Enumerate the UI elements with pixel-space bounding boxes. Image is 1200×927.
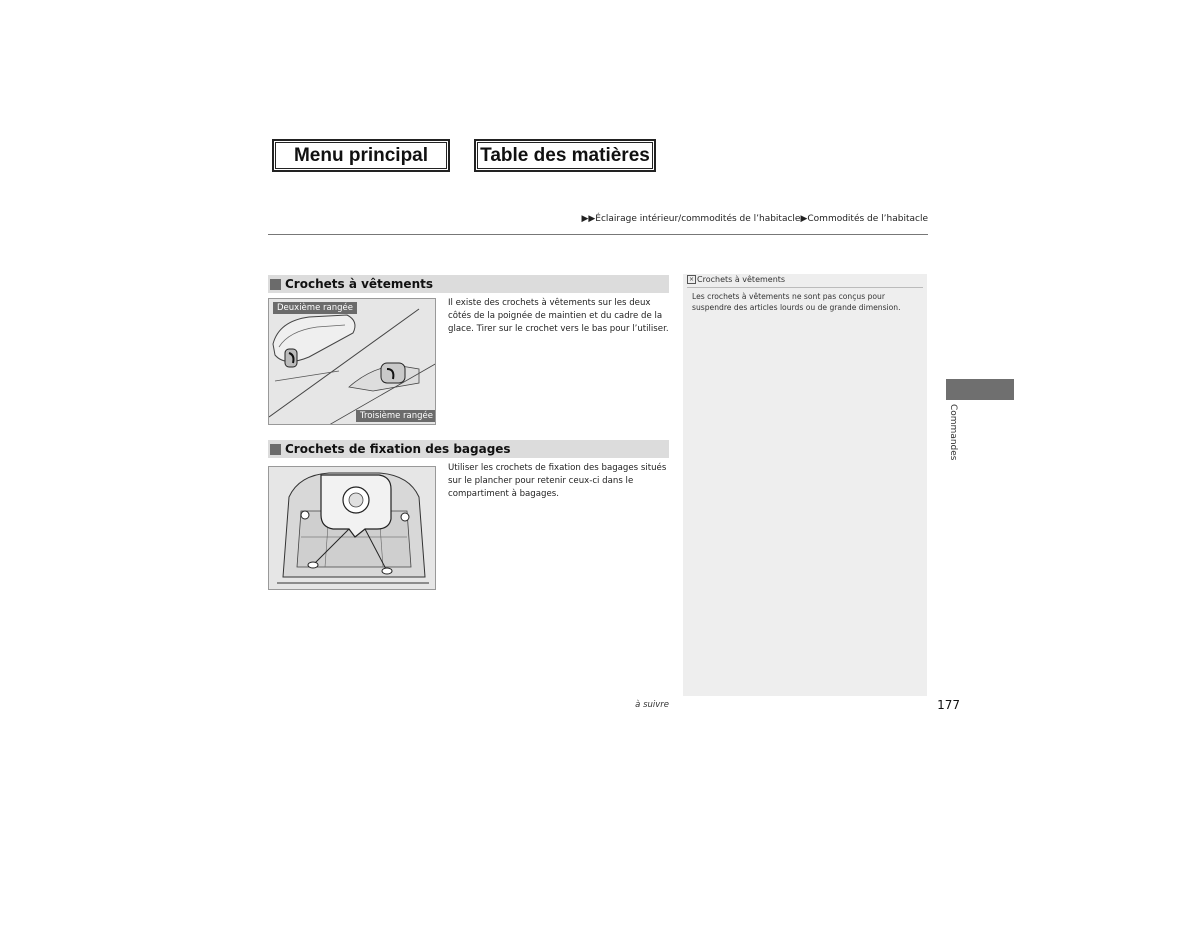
- table-of-contents-button[interactable]: Table des matières: [474, 139, 656, 172]
- section-marker-icon: [270, 444, 281, 455]
- chapter-tab-label: Commandes: [948, 404, 958, 461]
- header-divider: [268, 234, 928, 235]
- sidebar-note: [683, 274, 927, 696]
- label-second-row: Deuxième rangée: [273, 302, 357, 314]
- sidebar-note-divider: [687, 287, 923, 288]
- sidebar-note-text: Les crochets à vêtements ne sont pas conçus pour suspendre des articles lourds ou de grande dimension.: [692, 292, 901, 312]
- cargo-hooks-text: Utiliser les crochets de fixation des bagages situés sur le plancher pour retenir ceux-ci dans le compartiment à bagages.: [448, 463, 667, 499]
- section-title: Crochets à vêtements: [285, 277, 433, 291]
- breadcrumb-arrow-icon: ▶: [800, 214, 808, 224]
- breadcrumb: [560, 214, 928, 224]
- sidebar-note-header: [687, 275, 785, 284]
- section-marker-icon: [270, 279, 281, 290]
- continued-label: à suivre: [635, 700, 669, 710]
- main-menu-button[interactable]: Menu principal: [272, 139, 450, 172]
- cargo-hooks-drawing: [269, 467, 436, 590]
- section-header-clothes-hooks: [268, 275, 669, 293]
- cargo-hooks-illustration: [268, 466, 436, 590]
- section-title: Crochets de fixation des bagages: [285, 442, 511, 456]
- clothes-hooks-drawing: [269, 299, 436, 425]
- breadcrumb-arrow-icon: ▶▶: [581, 214, 596, 224]
- breadcrumb-part-2[interactable]: Commodités de l’habitacle: [807, 214, 928, 224]
- sidebar-note-title: Crochets à vêtements: [697, 275, 786, 284]
- breadcrumb-part-1[interactable]: Éclairage intérieur/commodités de l’habitacle: [595, 214, 801, 224]
- page-number: 177: [937, 698, 960, 712]
- chapter-tab[interactable]: [946, 379, 1014, 400]
- clothes-hooks-illustration: [268, 298, 436, 425]
- label-third-row: Troisième rangée: [356, 410, 436, 422]
- section-header-cargo-hooks: [268, 440, 669, 458]
- note-icon: ×: [688, 276, 695, 283]
- clothes-hooks-text: Il existe des crochets à vêtements sur les deux côtés de la poignée de maintien et du cadre de la glace. Tirer sur le crochet vers le bas pour l’utiliser.: [448, 298, 669, 334]
